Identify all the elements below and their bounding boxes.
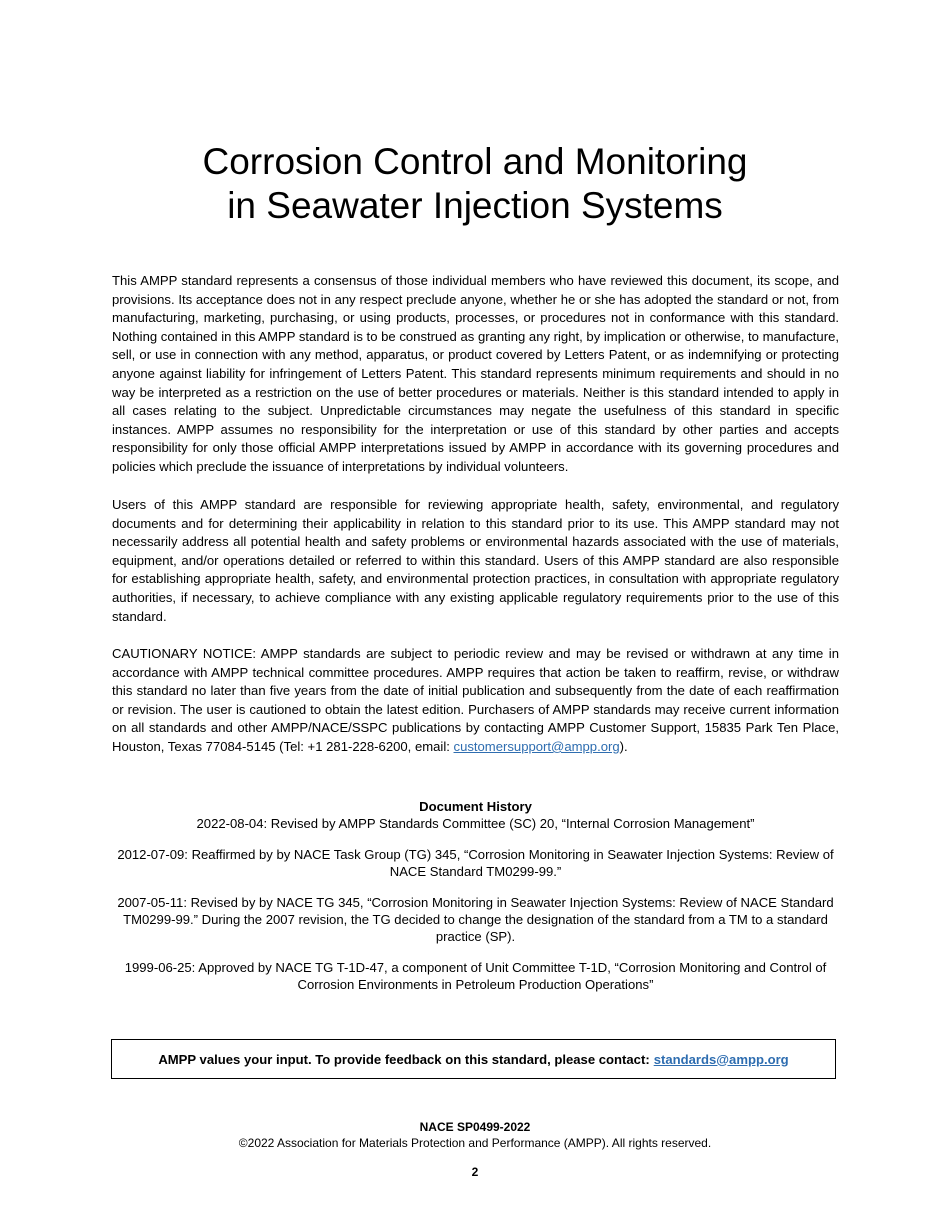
feedback-text: AMPP values your input. To provide feedback on this standard, please contact: [158, 1051, 650, 1067]
title-line-1: Corrosion Control and Monitoring [202, 141, 748, 182]
document-history-heading: Document History [419, 799, 532, 814]
consensus-paragraph: This AMPP standard represents a consensus of those individual members who have reviewed this document, its scope, and provisions. Its acceptance does not in any respect preclude anyone, whether he or she has adopted the standard or not, from manufacturing, marketing, purchasing, or using products, processes, or procedures not in conformance with this standard. Nothing contained in this AMPP standard is to be construed as granting any right, by implication or otherwise, to manufacture, sell, or use in connection with any method, apparatus, or product covered by Letters Patent, or as indemnifying or protecting anyone against liability for infringement of Letters Patent. This standard represents minimum requirements and should in no way be interpreted as a restriction on the use of better procedures or materials. Neither is this standard intended to apply in all cases relating to the subject. Unpredictable circumstances may negate the usefulness of this standard in specific instances. AMPP assumes no responsibility for the interpretation or use of this standard by other parties and accepts responsibility for only those official AMPP interpretations issued by AMPP in accordance with its governing procedures and policies which preclude the issuance of interpretations by individual volunteers. [112, 273, 839, 474]
feedback-box [111, 1039, 836, 1079]
history-entry: 2022-08-04: Revised by AMPP Standards Committee (SC) 20, “Internal Corrosion Management” [196, 816, 755, 831]
copyright-notice: ©2022 Association for Materials Protection and Performance (AMPP). All rights reserved. [238, 1136, 712, 1150]
users-responsibility-paragraph: Users of this AMPP standard are responsible for reviewing appropriate health, safety, environmental, and regulatory documents and for determining their applicability in relation to this standard prior to its use. This AMPP standard may not necessarily address all potential health and safety problems or environmental hazards associated with the use of materials, equipment, and/or operations detailed or referred to within this standard. Users of this AMPP standard are also responsible for establishing appropriate health, safety, and environmental protection practices, in consultation with appropriate regulatory authorities, if necessary, to achieve compliance with any existing applicable regulatory requirements prior to the use of this standard. [112, 497, 839, 624]
page-footer [0, 1119, 950, 1180]
history-entry: 2007-05-11: Revised by by NACE TG 345, “Corrosion Monitoring in Seawater Injection Systems: Review of NACE Standard TM0299-99.” During the 2007 revision, the TG decided to change the designation of the standard from a TM to a standard practice (SP). [117, 895, 834, 944]
history-entry: 2012-07-09: Reaffirmed by by NACE Task Group (TG) 345, “Corrosion Monitoring in Seawater Injection Systems: Review of NACE Standard TM0299-99.” [117, 847, 834, 879]
customer-support-email-link[interactable]: customersupport@ampp.org [453, 738, 620, 754]
document-history [112, 798, 839, 1007]
standards-email-link[interactable]: standards@ampp.org [653, 1051, 789, 1067]
history-entry: 1999-06-25: Approved by NACE TG T-1D-47, a component of Unit Committee T-1D, “Corrosion Monitoring and Control of Corrosion Environments in Petroleum Production Operations” [124, 960, 827, 992]
standard-code: NACE SP0499-2022 [419, 1120, 531, 1134]
page-number: 2 [471, 1165, 479, 1179]
cautionary-notice-text: CAUTIONARY NOTICE: AMPP standards are subject to periodic review and may be revised or withdrawn at any time in accordance with AMPP technical committee procedures. AMPP requires that action be taken to reaffirm, revise, or withdraw this standard no later than five years from the date of initial publication and subsequently from the date of each reaffirmation or revision. The user is cautioned to obtain the latest edition. Purchasers of AMPP standards may receive current information on all standards and other AMPP/NACE/SSPC publications by contacting AMPP Customer Support, 15835 Park Ten Place, Houston, Texas 77084-5145 (Tel: +1 281-228-6200, email: [112, 646, 839, 754]
document-title [0, 140, 950, 228]
title-line-2: in Seawater Injection Systems [227, 185, 723, 226]
cautionary-notice-paragraph [112, 645, 839, 757]
cautionary-notice-end: ). [619, 738, 628, 754]
